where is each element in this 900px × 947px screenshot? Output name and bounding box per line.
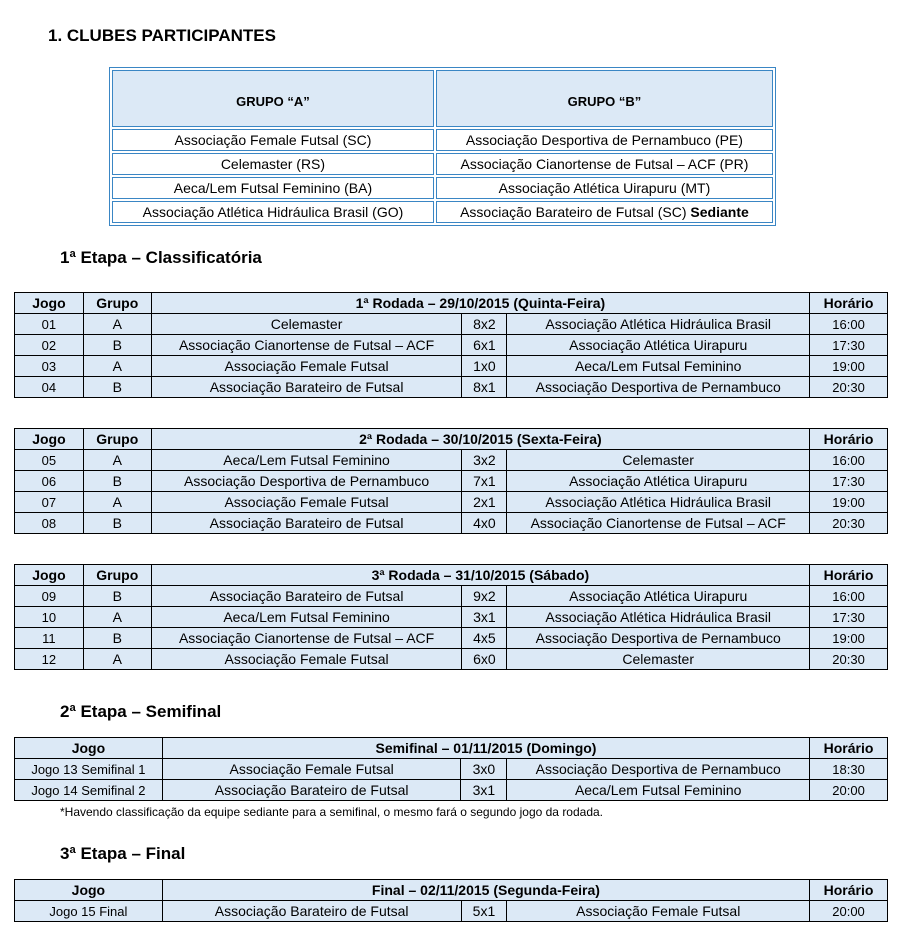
- col-horario: Horário: [810, 880, 888, 901]
- home-team: Associação Barateiro de Futsal: [151, 586, 462, 607]
- col-horario: Horário: [810, 293, 888, 314]
- home-team: Associação Barateiro de Futsal: [151, 513, 462, 534]
- away-team: Associação Female Futsal: [507, 901, 810, 922]
- home-team: Associação Female Futsal: [151, 649, 462, 670]
- club-b: Associação Desportiva de Pernambuco (PE): [436, 129, 773, 151]
- game-number: Jogo 14 Semifinal 2: [15, 780, 163, 801]
- club-b: Associação Atlética Uirapuru (MT): [436, 177, 773, 199]
- home-team: Associação Cianortense de Futsal – ACF: [151, 335, 462, 356]
- club-row: [112, 153, 773, 175]
- game-number: Jogo 15 Final: [15, 901, 163, 922]
- section-1-title: 1. CLUBES PARTICIPANTES: [48, 26, 276, 45]
- table-row: [15, 607, 888, 628]
- table-row: [15, 335, 888, 356]
- away-team: Associação Desportiva de Pernambuco: [507, 628, 810, 649]
- game-number: 09: [15, 586, 84, 607]
- game-group: B: [83, 586, 151, 607]
- club-a: Celemaster (RS): [112, 153, 434, 175]
- table-row: [15, 377, 888, 398]
- round-header: 2ª Rodada – 30/10/2015 (Sexta-Feira): [151, 429, 809, 450]
- club-row: [112, 129, 773, 151]
- away-team: Associação Atlética Hidráulica Brasil: [507, 314, 810, 335]
- game-number: 12: [15, 649, 84, 670]
- score: 8x2: [462, 314, 507, 335]
- game-group: A: [83, 649, 151, 670]
- home-team: Aeca/Lem Futsal Feminino: [151, 450, 462, 471]
- game-number: 03: [15, 356, 84, 377]
- away-team: Aeca/Lem Futsal Feminino: [507, 780, 810, 801]
- club-a: Aeca/Lem Futsal Feminino (BA): [112, 177, 434, 199]
- score: 3x0: [461, 759, 507, 780]
- col-grupo: Grupo: [83, 293, 151, 314]
- col-jogo: Jogo: [15, 293, 84, 314]
- game-time: 16:00: [810, 314, 888, 335]
- score: 2x1: [462, 492, 507, 513]
- round-header: 1ª Rodada – 29/10/2015 (Quinta-Feira): [151, 293, 809, 314]
- col-grupo: Grupo: [83, 429, 151, 450]
- stage-3-title: 3ª Etapa – Final: [60, 844, 186, 863]
- game-time: 19:00: [810, 628, 888, 649]
- semifinal-table: [14, 737, 888, 801]
- sediante-label: Sediante: [690, 204, 749, 220]
- stage-1-title: 1ª Etapa – Classificatória: [60, 248, 262, 267]
- away-team: Associação Atlética Uirapuru: [507, 471, 810, 492]
- game-number: 08: [15, 513, 84, 534]
- game-number: 06: [15, 471, 84, 492]
- final-header: Final – 02/11/2015 (Segunda-Feira): [162, 880, 809, 901]
- table-row: [15, 780, 888, 801]
- away-team: Celemaster: [507, 450, 810, 471]
- away-team: Celemaster: [507, 649, 810, 670]
- final-table: [14, 879, 888, 922]
- home-team: Associação Female Futsal: [162, 759, 461, 780]
- game-time: 20:30: [810, 513, 888, 534]
- club-a: Associação Atlética Hidráulica Brasil (GO): [112, 201, 434, 223]
- game-group: A: [83, 607, 151, 628]
- col-jogo: Jogo: [15, 565, 84, 586]
- col-jogo: Jogo: [15, 738, 163, 759]
- table-row: [15, 450, 888, 471]
- stage-2-title: 2ª Etapa – Semifinal: [60, 702, 222, 721]
- col-horario: Horário: [810, 429, 888, 450]
- game-time: 20:00: [810, 780, 888, 801]
- score: 6x0: [462, 649, 507, 670]
- game-time: 16:00: [810, 450, 888, 471]
- round-1-table: [14, 292, 888, 398]
- table-row: [15, 649, 888, 670]
- score: 1x0: [462, 356, 507, 377]
- table-row: [15, 492, 888, 513]
- group-a-header: GRUPO “A”: [112, 70, 434, 127]
- game-time: 17:30: [810, 471, 888, 492]
- home-team: Associação Desportiva de Pernambuco: [151, 471, 462, 492]
- game-number: 07: [15, 492, 84, 513]
- game-number: 10: [15, 607, 84, 628]
- game-time: 17:30: [810, 335, 888, 356]
- away-team: Aeca/Lem Futsal Feminino: [507, 356, 810, 377]
- table-row: [15, 759, 888, 780]
- game-number: 11: [15, 628, 84, 649]
- game-time: 20:00: [810, 901, 888, 922]
- away-team: Associação Atlética Hidráulica Brasil: [507, 492, 810, 513]
- game-group: A: [83, 314, 151, 335]
- game-group: B: [83, 471, 151, 492]
- score: 3x1: [462, 607, 507, 628]
- table-row: [15, 586, 888, 607]
- game-time: 20:30: [810, 377, 888, 398]
- game-group: B: [83, 335, 151, 356]
- semifinal-note: *Havendo classificação da equipe sediante para a semifinal, o mesmo fará o segundo jogo da rodada.: [60, 805, 604, 819]
- score: 5x1: [461, 901, 507, 922]
- game-number: Jogo 13 Semifinal 1: [15, 759, 163, 780]
- away-team: Associação Desportiva de Pernambuco: [507, 377, 810, 398]
- col-horario: Horário: [810, 565, 888, 586]
- game-time: 18:30: [810, 759, 888, 780]
- score: 3x1: [461, 780, 507, 801]
- game-number: 02: [15, 335, 84, 356]
- game-time: 17:30: [810, 607, 888, 628]
- game-group: B: [83, 513, 151, 534]
- table-row: [15, 356, 888, 377]
- semifinal-header: Semifinal – 01/11/2015 (Domingo): [162, 738, 809, 759]
- score: 4x0: [462, 513, 507, 534]
- score: 8x1: [462, 377, 507, 398]
- table-row: [15, 628, 888, 649]
- game-group: A: [83, 450, 151, 471]
- away-team: Associação Atlética Hidráulica Brasil: [507, 607, 810, 628]
- game-group: B: [83, 377, 151, 398]
- col-jogo: Jogo: [15, 429, 84, 450]
- home-team: Associação Barateiro de Futsal: [151, 377, 462, 398]
- home-team: Celemaster: [151, 314, 462, 335]
- away-team: Associação Atlética Uirapuru: [507, 335, 810, 356]
- round-3-table: [14, 564, 888, 670]
- game-number: 05: [15, 450, 84, 471]
- score: 9x2: [462, 586, 507, 607]
- game-number: 01: [15, 314, 84, 335]
- score: 7x1: [462, 471, 507, 492]
- game-time: 20:30: [810, 649, 888, 670]
- table-row: [15, 513, 888, 534]
- game-group: A: [83, 492, 151, 513]
- game-time: 16:00: [810, 586, 888, 607]
- game-time: 19:00: [810, 492, 888, 513]
- home-team: Associação Cianortense de Futsal – ACF: [151, 628, 462, 649]
- club-row: [112, 201, 773, 223]
- round-2-table: [14, 428, 888, 534]
- round-header: 3ª Rodada – 31/10/2015 (Sábado): [151, 565, 809, 586]
- clubes-table: [109, 67, 776, 226]
- score: 4x5: [462, 628, 507, 649]
- club-b: Associação Cianortense de Futsal – ACF (PR): [436, 153, 773, 175]
- game-time: 19:00: [810, 356, 888, 377]
- home-team: Associação Female Futsal: [151, 492, 462, 513]
- score: 6x1: [462, 335, 507, 356]
- away-team: Associação Desportiva de Pernambuco: [507, 759, 810, 780]
- game-group: B: [83, 628, 151, 649]
- game-group: A: [83, 356, 151, 377]
- home-team: Associação Barateiro de Futsal: [162, 780, 461, 801]
- table-row: [15, 471, 888, 492]
- score: 3x2: [462, 450, 507, 471]
- home-team: Associação Barateiro de Futsal: [162, 901, 461, 922]
- home-team: Associação Female Futsal: [151, 356, 462, 377]
- col-horario: Horário: [810, 738, 888, 759]
- col-jogo: Jogo: [15, 880, 163, 901]
- table-row: [15, 314, 888, 335]
- col-grupo: Grupo: [83, 565, 151, 586]
- home-team: Aeca/Lem Futsal Feminino: [151, 607, 462, 628]
- game-number: 04: [15, 377, 84, 398]
- club-row: [112, 177, 773, 199]
- table-row: [15, 901, 888, 922]
- group-b-header: GRUPO “B”: [436, 70, 773, 127]
- away-team: Associação Cianortense de Futsal – ACF: [507, 513, 810, 534]
- club-b: Associação Barateiro de Futsal (SC) Sediante: [436, 201, 773, 223]
- away-team: Associação Atlética Uirapuru: [507, 586, 810, 607]
- club-a: Associação Female Futsal (SC): [112, 129, 434, 151]
